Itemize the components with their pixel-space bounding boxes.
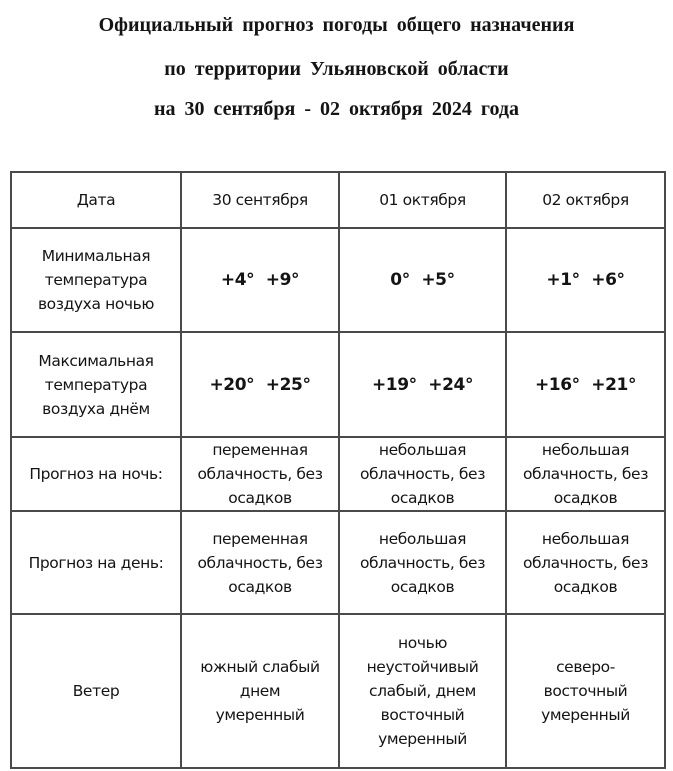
row-label: Максимальная температура воздуха днём [11, 332, 181, 437]
wind-day-2: ночью неустойчивый слабый, днем восточный умеренный [339, 614, 506, 768]
header-cell-date: Дата [11, 172, 181, 228]
wind-day-3: северо- восточный умеренный [506, 614, 665, 768]
day-forecast-day-1: переменная облачность, без осадков [181, 511, 339, 614]
row-label: Прогноз на день: [11, 511, 181, 614]
max-temp-day-1: +20° +25° [181, 332, 339, 437]
table-header-row [11, 172, 665, 228]
row-label: Прогноз на ночь: [11, 437, 181, 511]
min-temp-day-1: +4° +9° [181, 228, 339, 332]
document-title-line-1: Официальный прогноз погоды общего назначения [98, 14, 575, 36]
day-forecast-day-3: небольшая облачность, без осадков [506, 511, 665, 614]
day-forecast-day-2: небольшая облачность, без осадков [339, 511, 506, 614]
forecast-table [10, 171, 666, 769]
row-label: Ветер [11, 614, 181, 768]
night-forecast-day-3: небольшая облачность, без осадков [506, 437, 665, 511]
table-row-max-temp [11, 332, 665, 437]
min-temp-day-2: 0° +5° [339, 228, 506, 332]
row-label: Минимальная температура воздуха ночью [11, 228, 181, 332]
max-temp-day-2: +19° +24° [339, 332, 506, 437]
table-row-day-forecast [11, 511, 665, 614]
min-temp-day-3: +1° +6° [506, 228, 665, 332]
table-row-min-temp [11, 228, 665, 332]
night-forecast-day-2: небольшая облачность, без осадков [339, 437, 506, 511]
header-cell-day-2: 01 октября [339, 172, 506, 228]
header-cell-day-1: 30 сентября [181, 172, 339, 228]
wind-day-1: южный слабый днем умеренный [181, 614, 339, 768]
night-forecast-day-1: переменная облачность, без осадков [181, 437, 339, 511]
table-row-wind [11, 614, 665, 768]
table-row-night-forecast [11, 437, 665, 511]
header-cell-day-3: 02 октября [506, 172, 665, 228]
document-title-line-3: на 30 сентября - 02 октября 2024 года [153, 98, 519, 120]
document-title-line-2: по территории Ульяновской области [164, 58, 509, 80]
max-temp-day-3: +16° +21° [506, 332, 665, 437]
